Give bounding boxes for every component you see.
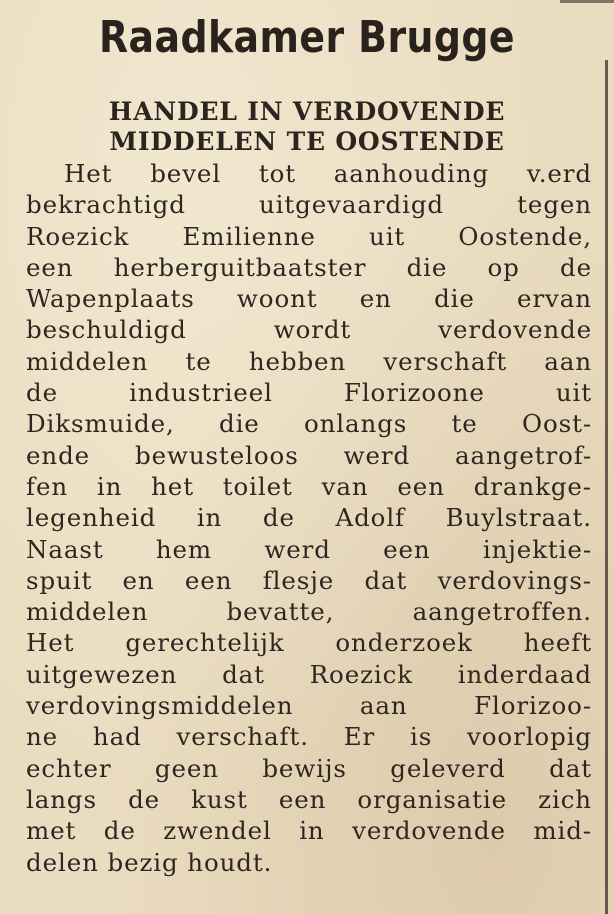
body-line: ne had verschaft. Er is voorlopig <box>26 722 592 752</box>
column-rule-right <box>605 60 608 914</box>
body-line: beschuldigd wordt verdovende <box>26 315 592 345</box>
body-line: middelen bevatte, aangetroffen. <box>26 597 592 627</box>
body-line: Naast hem werd een injektie- <box>26 534 592 564</box>
body-line: echter geen bewijs geleverd dat <box>26 753 592 783</box>
body-line: langs de kust een organisatie zich <box>26 784 592 814</box>
body-line: Het bevel tot aanhouding v.erd <box>64 159 592 188</box>
article-subheadline-line-1: HANDEL IN VERDOVENDE <box>108 97 506 126</box>
body-line: ende bewusteloos werd aangetrof- <box>26 440 592 470</box>
body-line: Het gerechtelijk onderzoek heeft <box>26 628 592 658</box>
body-line: met de zwendel in verdovende mid- <box>26 816 592 846</box>
body-line: fen in het toilet van een drankge- <box>26 471 592 501</box>
body-line: Diksmuide, die onlangs te Oost- <box>26 409 592 439</box>
body-line: de industrieel Florizoone uit <box>26 378 592 408</box>
body-line: Roezick Emilienne uit Oostende, <box>26 221 592 251</box>
body-line: een herberguitbaatster die op de <box>26 252 592 282</box>
column-rule-top <box>560 0 614 3</box>
body-line: delen bezig houdt. <box>26 847 273 877</box>
body-line: middelen te hebben verschaft aan <box>26 346 592 376</box>
article-subheadline-line-2: MIDDELEN TE OOSTENDE <box>109 127 505 156</box>
article-headline: Raadkamer Brugge <box>98 12 516 63</box>
body-line: bekrachtigd uitgevaardigd tegen <box>26 190 592 220</box>
body-line: legenheid in de Adolf Buylstraat. <box>26 503 592 533</box>
body-line: spuit en een flesje dat verdovings- <box>26 565 592 595</box>
body-line: Wapenplaats woont en die ervan <box>26 284 592 314</box>
article-body <box>26 158 592 878</box>
body-line: uitgewezen dat Roezick inderdaad <box>26 659 592 689</box>
body-line: verdovingsmiddelen aan Florizoo- <box>26 691 592 721</box>
